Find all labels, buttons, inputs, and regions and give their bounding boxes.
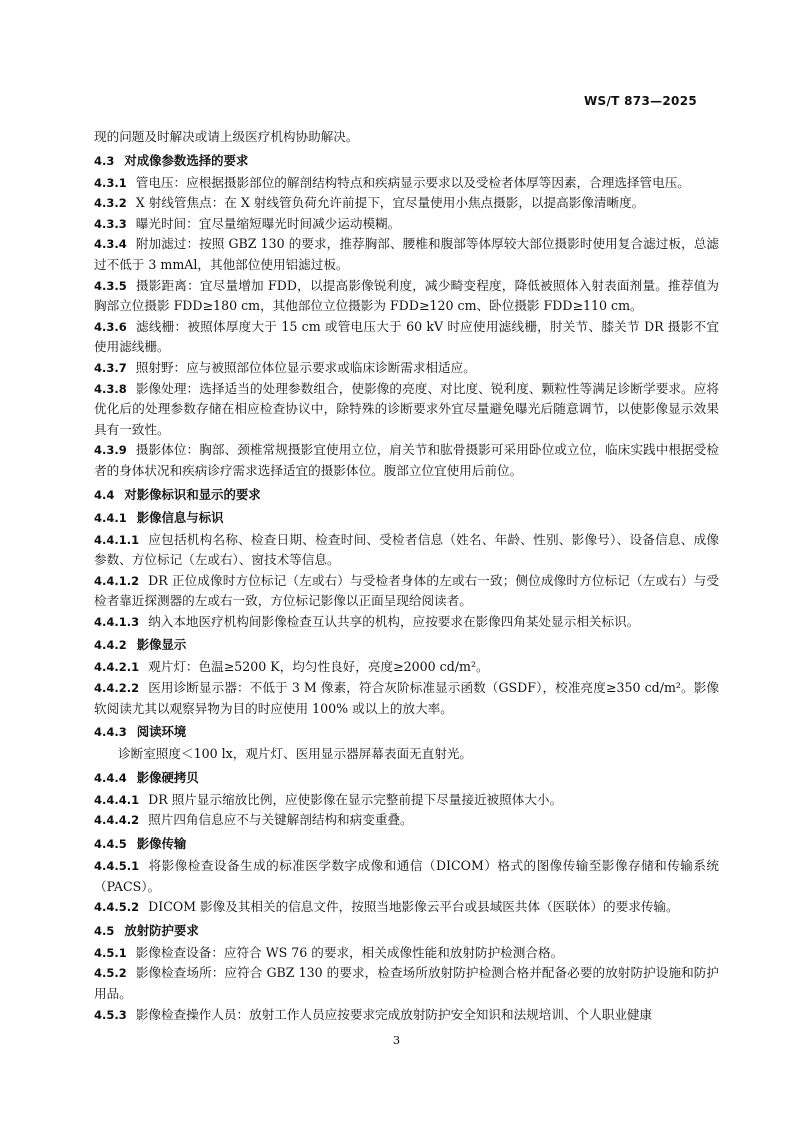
clause-text: 应包括机构名称、检查日期、检查时间、受检者信息（姓名、年龄、性别、影像号）、设备信息、成像参数、方位标记（左或右）、窗技术等信息。 <box>94 531 719 568</box>
clause-text: 摄影体位：胸部、颈椎常规摄影宜使用立位，肩关节和肱骨摄影可采用卧位或立位，临床实践中根据受检者的身体状况和疾病诊疗需求选择适宜的摄影体位。腹部立位宜使用后前位。 <box>94 442 719 478</box>
section-heading <box>94 485 719 505</box>
clause-paragraph <box>94 358 719 379</box>
clause-text: 曝光时间：宜尽量缩短曝光时间减少运动模糊。 <box>135 215 401 231</box>
clause-paragraph <box>94 678 719 719</box>
clause-text: 滤线栅：被照体厚度大于 15 cm 或管电压大于 60 kV 时应使用滤线栅，肘关节、膝关节 DR 摄影不宜使用滤线栅。 <box>94 318 719 355</box>
clause-paragraph <box>94 193 719 214</box>
clause-number: 4.4.1.1 <box>94 532 140 547</box>
clause-text: 影像传输 <box>136 836 187 852</box>
clause-text: X 射线管焦点：在 X 射线管负荷允许前提下，宜尽量使用小焦点摄影，以提高影像清晰度。 <box>135 195 645 211</box>
clause-number: 4.5 <box>94 923 115 938</box>
section-heading <box>94 635 719 655</box>
clause-number: 4.3.5 <box>94 278 127 293</box>
clause-text: DR 照片显示缩放比例，应使影像在显示完整前提下尽量接近被照体大小。 <box>148 791 563 807</box>
clause-number: 4.4 <box>94 487 115 502</box>
section-heading <box>94 151 719 171</box>
clause-number: 4.3.2 <box>94 196 127 211</box>
clause-text: 影像显示 <box>136 637 187 653</box>
document-code: WS/T 873—2025 <box>584 94 697 108</box>
clause-text: 现的问题及时解决或请上级医疗机构协助解决。 <box>94 129 359 144</box>
section-heading <box>94 834 719 854</box>
clause-text: 影像检查设备：应符合 WS 76 的要求，相关成像性能和放射防护检测合格。 <box>135 944 564 960</box>
clause-paragraph <box>94 234 719 275</box>
clause-paragraph <box>94 530 719 571</box>
clause-number: 4.4.4 <box>94 770 127 785</box>
clause-text: 影像检查场所：应符合 GBZ 130 的要求，检查场所放射防护检测合格并配备必要的放射防护设施和防护用品。 <box>94 965 719 1001</box>
clause-paragraph <box>94 1005 719 1026</box>
clause-number: 4.4.4.1 <box>94 792 140 807</box>
clause-paragraph <box>94 943 719 964</box>
clause-text: 摄影距离：宜尽量增加 FDD，以提高影像锐利度，减少畸变程度，降低被照体入射表面剂量。推荐值为胸部立位摄影 FDD≥180 cm，其他部位立位摄影为 FDD≥120 cm、卧位摄影 FDD≥110 cm。 <box>94 277 719 314</box>
clause-number: 4.3.1 <box>94 175 127 190</box>
clause-paragraph <box>94 440 719 481</box>
clause-text: 影像信息与标识 <box>136 509 224 525</box>
clause-paragraph <box>94 744 719 765</box>
clause-paragraph <box>94 214 719 235</box>
clause-paragraph <box>94 657 719 678</box>
clause-paragraph <box>94 127 719 148</box>
clause-text: 将影像检查设备生成的标准医学数字成像和通信（DICOM）格式的图像传输至影像存储和传输系统（PACS）。 <box>94 858 719 894</box>
clause-text: 放射防护要求 <box>124 922 199 938</box>
clause-paragraph <box>94 963 719 1004</box>
clause-number: 4.4.1.2 <box>94 573 140 588</box>
clause-number: 4.4.3 <box>94 725 127 740</box>
clause-paragraph <box>94 810 719 831</box>
clause-text: DR 正位成像时方位标记（左或右）与受检者身体的左或右一致；侧位成像时方位标记（左或右）与受检者靠近探测器的左或右一致，方位标记影像以正面呈现给阅读者。 <box>94 572 719 609</box>
clause-text: 影像硬拷贝 <box>136 769 199 785</box>
clause-text: 纳入本地医疗机构间影像检查互认共享的机构，应按要求在影像四角某处显示相关标识。 <box>148 613 640 629</box>
clause-text: 观片灯：色温≥5200 K，均匀性良好，亮度≥2000 cd/m²。 <box>148 659 489 675</box>
clause-number: 4.4.5.1 <box>94 859 140 874</box>
clause-text: 医用诊断显示器：不低于 3 M 像素，符合灰阶标准显示函数（GSDF），校准亮度≥350 cd/m²。影像软阅读尤其以观察异物为目的时应使用 100% 或以上的放大率。 <box>94 680 719 716</box>
clause-paragraph <box>94 317 719 358</box>
clause-text: 照片四角信息应不与关键解剖结构和病变重叠。 <box>148 812 413 828</box>
section-heading <box>94 768 719 788</box>
clause-paragraph <box>94 571 719 612</box>
clause-number: 4.4.4.2 <box>94 813 140 828</box>
clause-number: 4.5.3 <box>94 1007 127 1022</box>
clause-number: 4.3.6 <box>94 319 127 334</box>
clause-paragraph <box>94 897 719 918</box>
clause-text: 影像处理：选择适当的处理参数组合，使影像的亮度、对比度、锐利度、颗粒性等满足诊断学要求。应将优化后的处理参数存储在相应检查协议中，除特殊的诊断要求外宜尽量避免曝光后随意调节，以使影像显示效果具有一致性。 <box>94 380 719 437</box>
clause-paragraph <box>94 790 719 811</box>
clause-text: 附加滤过：按照 GBZ 130 的要求，推荐胸部、腰椎和腹部等体厚较大部位摄影时使用复合滤过板，总滤过不低于 3 mmAl，其他部位使用铝滤过板。 <box>94 236 719 272</box>
clause-number: 4.5.2 <box>94 966 127 981</box>
clause-text: 照射野：应与被照部位体位显示要求或临床诊断需求相适应。 <box>135 359 476 375</box>
clause-text: 影像检查操作人员：放射工作人员应按要求完成放射防护安全知识和法规培训、个人职业健康 <box>135 1006 653 1022</box>
clause-number: 4.3.4 <box>94 237 127 252</box>
section-heading <box>94 508 719 528</box>
clause-paragraph <box>94 379 719 441</box>
clause-number: 4.3.3 <box>94 216 127 231</box>
clause-number: 4.3.9 <box>94 443 127 458</box>
clause-paragraph <box>94 276 719 317</box>
clause-text: 对成像参数选择的要求 <box>124 152 249 168</box>
clause-text: 诊断室照度＜100 lx，观片灯、医用显示器屏幕表面无直射光。 <box>118 746 473 762</box>
clause-number: 4.4.5.2 <box>94 900 140 915</box>
page-number: 3 <box>392 1033 401 1047</box>
section-heading <box>94 921 719 941</box>
clause-paragraph <box>94 856 719 897</box>
clause-number: 4.4.1.3 <box>94 614 140 629</box>
clause-paragraph <box>94 612 719 633</box>
clause-number: 4.4.2 <box>94 638 127 653</box>
clause-text: 对影像标识和显示的要求 <box>124 486 261 502</box>
clause-number: 4.3.7 <box>94 360 127 375</box>
clause-number: 4.4.2.1 <box>94 660 140 675</box>
clause-number: 4.5.1 <box>94 945 127 960</box>
clause-text: DICOM 影像及其相关的信息文件，按照当地影像云平台或县域医共体（医联体）的要求传输。 <box>148 899 679 915</box>
section-heading <box>94 722 719 742</box>
clause-number: 4.4.1 <box>94 510 127 525</box>
clause-number: 4.3.8 <box>94 381 127 396</box>
clause-text: 管电压：应根据摄影部位的解剖结构特点和疾病显示要求以及受检者体厚等因素，合理选择管电压。 <box>135 174 690 190</box>
clause-text: 阅读环境 <box>136 724 187 740</box>
clause-number: 4.3 <box>94 153 115 168</box>
clause-number: 4.4.2.2 <box>94 681 140 696</box>
clause-paragraph <box>94 173 719 194</box>
document-body <box>94 127 719 1025</box>
clause-number: 4.4.5 <box>94 837 127 852</box>
